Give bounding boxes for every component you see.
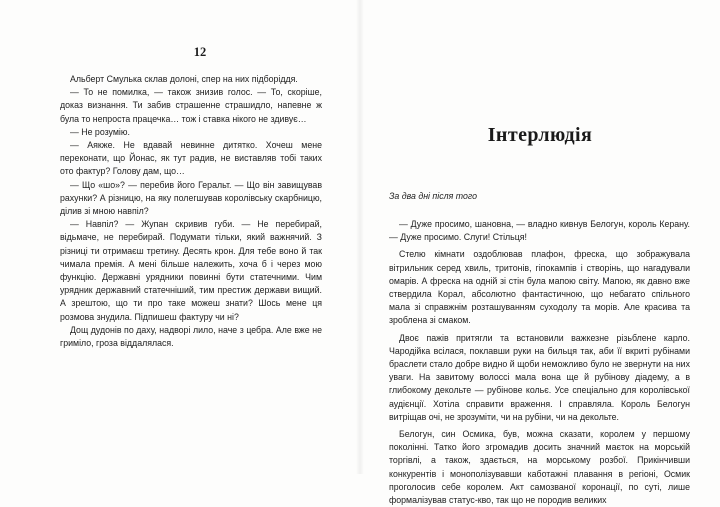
right-paragraph: — Дуже просимо, шановна, — владно кивнув Белогун, король Керану. — Дуже просимо. Слуги! Стільця! (389, 219, 690, 243)
left-page (0, 0, 360, 474)
left-paragraph: — Навпіл? — Жупан скривив губи. — Не перебирай, відьмаче, не перебирай. Подумати тільки, який важнячий. З різниці ти отримаєш третину. Десять крон. Для тебе воно й так чимала премія. А мені більше належить, хоча б і через мою функцію. Державні урядники повинні бути статечними. Чим урядник державний статечніший, тим престиж держави вищий. А зрештою, що ти про таке можеш знати? Шось мене ця розмова знудила. Підпишеш фактуру чи ні? (60, 219, 322, 322)
left-paragraph: — Що «шо»? — перебив його Геральт. — Що він завищував рахунки? А різницю, на яку полегшував королівську скарбницю, ділив зі мною навпіл? (60, 179, 322, 217)
left-paragraph: Альберт Смулька склав долоні, спер на них підборіддя. (70, 74, 298, 84)
left-paragraph: Дощ дудонів по даху, надворі лило, наче з цебра. Але вже не гриміло, гроза віддалялася. (60, 324, 322, 349)
right-paragraph: Двоє пажів притягли та встановили важкезне різьблене карло. Чародійка всілася, поклавши руки на бильця так, аби її вкриті рубінами браслети стало добре видно й щоби неможливо було не звернути на них уваги. На завитому волоссі мала вона ще й рубінову діадему, а в глибокому декольте — рубінове кольє. Усе спеціально для королівської аудієнції. Хотіла справити враження. І справляла. Король Белогун витріщав очі, не зрозуміти, чи на рубіни, чи на декольте. (389, 332, 690, 422)
right-page-body (389, 218, 690, 507)
left-paragraph: — Аякже. Не вдавай невинне дитятко. Хочеш мене переконати, що Йонас, як тут радив, не виставляв тобі таких ото фактур? Голову дам, що… (60, 140, 322, 177)
right-paragraph: Стелю кімнати оздоблював плафон, фреска, що зображувала вітрильник серед хвиль, тритонів, гіпокампів і створінь, що нагадували омарів. А фреска на одній зі стін була мапою світу. Мапою, як давно вже ствердила Корал, абсолютно фантастичною, що небагато спільного мала зі справжнім розташуванням суходолу та морів. Але красива та зроблена зі смаком. (389, 249, 690, 326)
left-paragraph: — То не помилка, — також знизив голос. — То, скоріше, доказ визнання. Ти забив страшенне страшидло, напевне ж була то непроста працечка… тож і ставка нікого не здивує… (60, 87, 322, 124)
left-page-body (60, 73, 322, 350)
right-paragraph: Белогун, син Осмика, був, можна сказати, королем у першому поколінні. Татко його згромадив досить значний маєток на морській торгівлі, а також, здається, на морському розбої. Прикінчивши конкурентів і монополізувавши каботажні плавання в регіоні, Осмик проголосив себе королем. Акт самозваної коронації, по суті, лише формалізував статус-кво, так що не породив великих (389, 429, 690, 506)
left-paragraph: — Не розумію. (70, 126, 130, 137)
chapter-title: Інтерлюдія (487, 124, 593, 146)
page-number: 12 (193, 45, 207, 59)
chapter-epigraph: За два дні після того (389, 191, 477, 201)
right-page (360, 0, 720, 506)
